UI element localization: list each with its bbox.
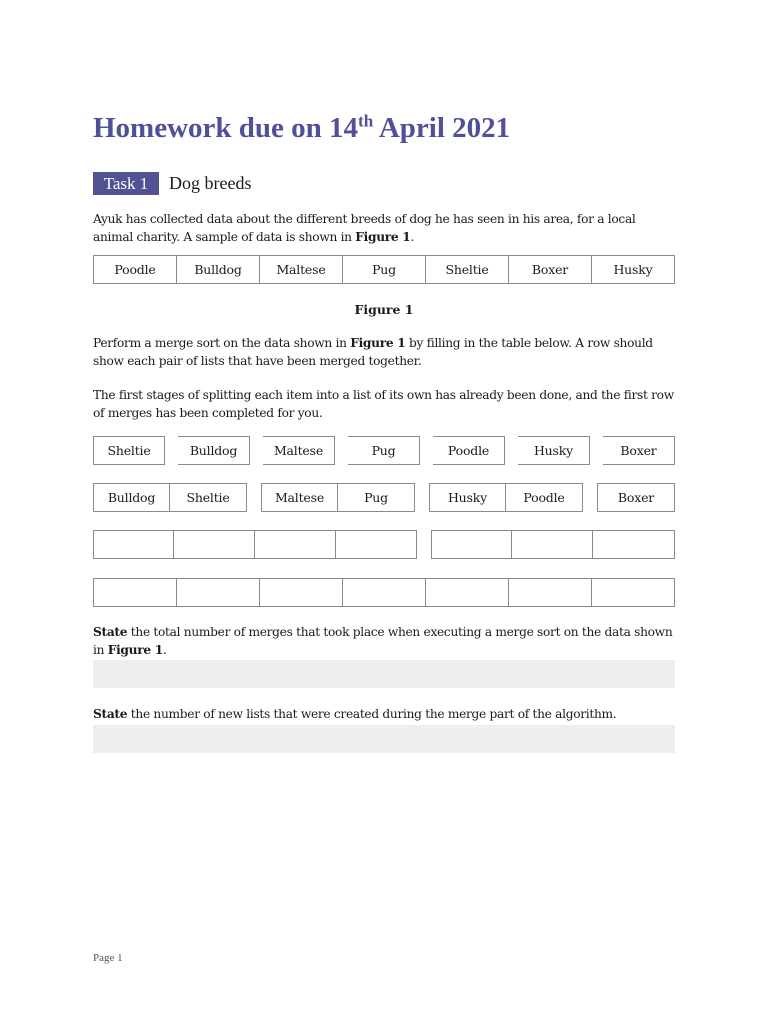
page-title: Homework due on 14th April 2021 [93, 111, 511, 144]
merge-cell: Boxer [597, 483, 675, 512]
task-heading: Dog breeds [169, 173, 252, 193]
figure-ref: Figure 1 [350, 336, 406, 350]
split-cell: Bulldog [178, 436, 250, 465]
answer-cell[interactable] [592, 578, 675, 607]
instruction-paragraph: Perform a merge sort on the data shown in Figure 1 by filling in the table below. A row should show each pair of lists that have been merged together. [93, 336, 653, 368]
answer-cell[interactable] [93, 530, 174, 559]
merge-cell: Maltese [261, 483, 338, 512]
answer-box-1[interactable] [93, 660, 675, 688]
figure1-table [93, 255, 675, 284]
figure1-cell: Poodle [93, 255, 177, 284]
answer-cell[interactable] [255, 530, 336, 559]
split-cell: Sheltie [93, 436, 165, 465]
answer-cell[interactable] [174, 530, 255, 559]
intro-paragraph: Ayuk has collected data about the different breeds of dog he has seen in his area, for a local animal charity. A sample of data is shown in Figure 1. [93, 212, 636, 244]
split-cell: Poodle [433, 436, 505, 465]
figure-ref: Figure 1 [107, 642, 163, 657]
merge-cell: Bulldog [93, 483, 170, 512]
answer-cell[interactable] [336, 530, 417, 559]
figure1-cell: Bulldog [177, 255, 260, 284]
question-1: State the total number of merges that took place when executing a merge sort on the data shown in Figure 1. [93, 625, 673, 657]
question-verb: State [93, 707, 128, 721]
final-merge-row [93, 578, 675, 607]
merged-list [261, 483, 415, 512]
split-cell: Pug [348, 436, 420, 465]
figure1-cell: Pug [343, 255, 426, 284]
instruction-paragraph-2: The first stages of splitting each item into a list of its own has already been done, and the first row of merges has been completed for you. [93, 388, 674, 420]
merge-cell: Poodle [506, 483, 583, 512]
page-number: Page 1 [93, 952, 123, 964]
figure-caption: Figure 1 [354, 302, 414, 317]
task-badge: Task 1 [93, 172, 159, 195]
title-superscript: th [358, 111, 374, 131]
answer-cell[interactable] [509, 578, 592, 607]
merged-list [429, 483, 583, 512]
question-2: State the number of new lists that were created during the merge part of the algorithm. [93, 707, 617, 721]
answer-cell[interactable] [512, 530, 593, 559]
merged-list [93, 483, 247, 512]
split-cell: Maltese [263, 436, 335, 465]
answer-cell[interactable] [426, 578, 509, 607]
answer-box-2[interactable] [93, 725, 675, 753]
merged-list-blank [93, 530, 417, 559]
answer-cell[interactable] [343, 578, 426, 607]
figure1-cell: Maltese [260, 255, 343, 284]
answer-cell[interactable] [260, 578, 343, 607]
merge-cell: Husky [429, 483, 506, 512]
merge-cell: Pug [338, 483, 415, 512]
question-verb: State [93, 625, 128, 639]
split-cell: Husky [518, 436, 590, 465]
answer-cell[interactable] [177, 578, 260, 607]
merge-cell: Sheltie [170, 483, 247, 512]
figure1-cell: Husky [592, 255, 675, 284]
answer-cell[interactable] [93, 578, 177, 607]
merged-list-blank [431, 530, 675, 559]
split-cell: Boxer [603, 436, 675, 465]
figure1-cell: Boxer [509, 255, 592, 284]
answer-cell[interactable] [593, 530, 675, 559]
answer-cell[interactable] [431, 530, 512, 559]
figure-ref: Figure 1 [355, 229, 411, 244]
figure1-cell: Sheltie [426, 255, 509, 284]
